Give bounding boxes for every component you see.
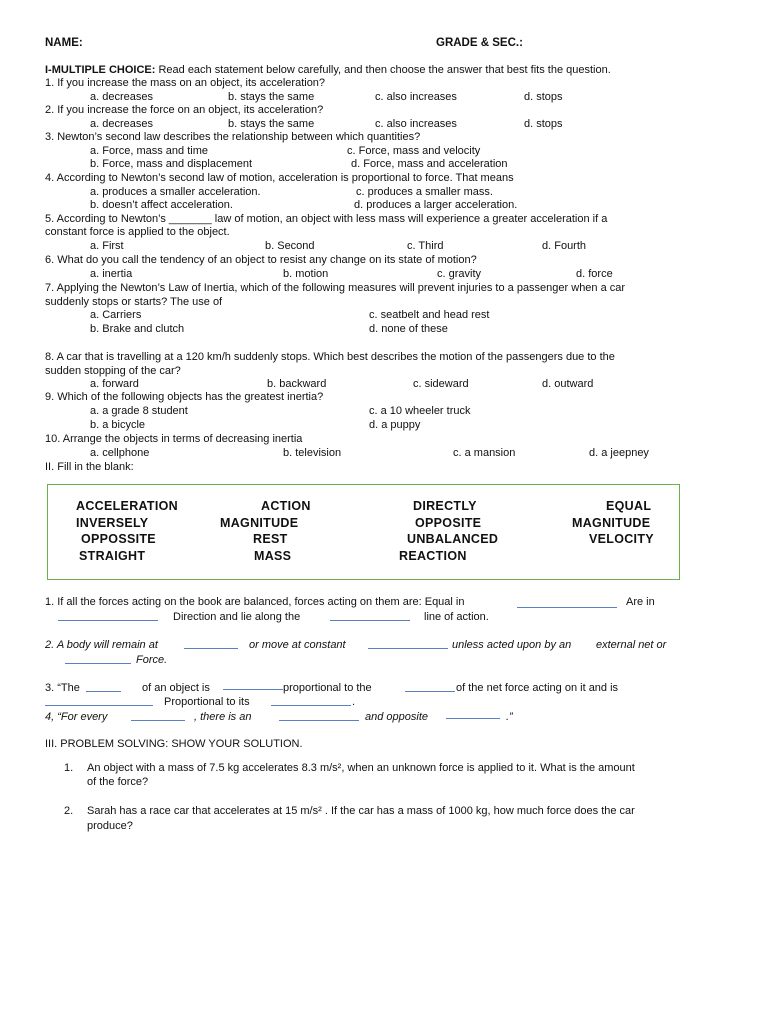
part1-title xyxy=(45,64,611,77)
problem-2-line2: produce? xyxy=(87,820,133,832)
fill-3-blank-3[interactable] xyxy=(405,691,455,692)
fill-2-part-e: Force. xyxy=(136,654,168,666)
word-bank-item: REST xyxy=(253,532,288,546)
fill-4-blank-2[interactable] xyxy=(279,720,359,721)
fill-4-part-d: .” xyxy=(506,711,513,723)
q3-option-b: b. Force, mass and displacement xyxy=(90,158,253,170)
word-bank-item: UNBALANCED xyxy=(407,532,499,546)
q7-option-b: b. Brake and clutch xyxy=(90,323,185,335)
q4-option-b: b. doesn’t affect acceleration. xyxy=(90,199,233,211)
fill-1-part-b: Are in xyxy=(626,596,655,608)
fill-2-blank-3[interactable] xyxy=(65,663,131,664)
fill-1-part-c: Direction and lie along the xyxy=(173,611,301,623)
problem-1-line1: An object with a mass of 7.5 kg accelerates 8.3 m/s², when an unknown force is applied to it. What is the amount xyxy=(87,762,635,774)
part2-title: II. Fill in the blank: xyxy=(45,461,134,473)
part1-title-rest: Read each statement below carefully, and then choose the answer that best fits the question. xyxy=(155,64,611,76)
q3-option-a: a. Force, mass and time xyxy=(90,145,208,157)
q10-option-c: c. a mansion xyxy=(453,447,516,459)
word-bank-item: STRAIGHT xyxy=(79,549,146,563)
fill-2-part-a: 2. A body will remain at xyxy=(45,639,158,651)
problem-2-number: 2. xyxy=(64,805,74,817)
fill-3-part-f: . xyxy=(352,696,356,708)
q1-option-b: b. stays the same xyxy=(228,91,315,103)
q6-option-d: d. force xyxy=(576,268,613,280)
fill-2-part-c: unless acted upon by an xyxy=(452,639,572,651)
question-4: 4. According to Newton’s second law of motion, acceleration is proportional to force. That means xyxy=(45,172,514,184)
fill-1-blank-2[interactable] xyxy=(58,620,158,621)
fill-3-part-c: proportional to the xyxy=(283,682,372,694)
q8-option-c: c. sideward xyxy=(413,378,469,390)
fill-1-blank-1[interactable] xyxy=(517,607,617,608)
question-9: 9. Which of the following objects has the greatest inertia? xyxy=(45,391,324,403)
word-bank-item: INVERSELY xyxy=(76,516,149,530)
question-6: 6. What do you call the tendency of an object to resist any change on its state of motion? xyxy=(45,254,477,266)
fill-4-part-b: , there is an xyxy=(194,711,252,723)
fill-1-blank-3[interactable] xyxy=(330,620,410,621)
fill-4-blank-3[interactable] xyxy=(446,718,500,719)
word-bank-item: DIRECTLY xyxy=(413,499,477,513)
fill-3-part-b: of an object is xyxy=(142,682,210,694)
q5-option-b: b. Second xyxy=(265,240,315,252)
problem-1-number: 1. xyxy=(64,762,74,774)
word-bank-item: ACCELERATION xyxy=(76,499,178,513)
q5-option-d: d. Fourth xyxy=(542,240,587,252)
fill-3-blank-4[interactable] xyxy=(45,705,153,706)
q1-option-a: a. decreases xyxy=(90,91,153,103)
word-bank-item: OPPOSITE xyxy=(415,516,482,530)
q10-option-d: d. a jeepney xyxy=(589,447,649,459)
q10-option-a: a. cellphone xyxy=(90,447,150,459)
question-5-line2: constant force is applied to the object. xyxy=(45,226,230,238)
fill-4-part-a: 4, “For every xyxy=(45,711,108,723)
part3-title: III. PROBLEM SOLVING: SHOW YOUR SOLUTION. xyxy=(45,738,303,750)
q8-option-a: a. forward xyxy=(90,378,139,390)
question-2: 2. If you increase the force on an object, its acceleration? xyxy=(45,104,324,116)
q5-option-c: c. Third xyxy=(407,240,444,252)
q2-option-d: d. stops xyxy=(524,118,563,130)
word-bank-item: MAGNITUDE xyxy=(572,516,651,530)
q8-option-b: b. backward xyxy=(267,378,327,390)
word-bank-item: MASS xyxy=(254,549,292,563)
q4-option-d: d. produces a larger acceleration. xyxy=(354,199,518,211)
question-8-line2: sudden stopping of the car? xyxy=(45,365,181,377)
problem-2-line1: Sarah has a race car that accelerates at 15 m/s² . If the car has a mass of 1000 kg, how much force does the car xyxy=(87,805,635,817)
word-bank-item: MAGNITUDE xyxy=(220,516,299,530)
q6-option-b: b. motion xyxy=(283,268,329,280)
fill-1-part-a: 1. If all the forces acting on the book are balanced, forces acting on them are: Equal in xyxy=(45,596,465,608)
q3-option-c: c. Force, mass and velocity xyxy=(347,145,481,157)
word-bank-item: EQUAL xyxy=(606,499,652,513)
q1-option-d: d. stops xyxy=(524,91,563,103)
q7-option-d: d. none of these xyxy=(369,323,448,335)
q6-option-c: c. gravity xyxy=(437,268,482,280)
question-5-line1: 5. According to Newton’s _______ law of motion, an object with less mass will experience a greater acceleration if a xyxy=(45,213,608,225)
q9-option-a: a. a grade 8 student xyxy=(90,405,188,417)
question-8-line1: 8. A car that is travelling at a 120 km/h suddenly stops. Which best describes the motion of the passengers due to the xyxy=(45,351,615,363)
fill-1-part-d: line of action. xyxy=(424,611,489,623)
fill-3-part-a: 3. “The xyxy=(45,682,80,694)
fill-2-part-d: external net or xyxy=(596,639,667,651)
q4-option-a: a. produces a smaller acceleration. xyxy=(90,186,261,198)
q2-option-a: a. decreases xyxy=(90,118,153,130)
q10-option-b: b. television xyxy=(283,447,342,459)
name-label: NAME: xyxy=(45,37,83,49)
q6-option-a: a. inertia xyxy=(90,268,133,280)
question-7-line2: suddenly stops or starts? The use of xyxy=(45,296,223,308)
q9-option-c: c. a 10 wheeler truck xyxy=(369,405,471,417)
part1-title-bold: I-MULTIPLE CHOICE: xyxy=(45,64,156,76)
word-bank-item: OPPOSSITE xyxy=(81,532,156,546)
question-7-line1: 7. Applying the Newton’s Law of Inertia, which of the following measures will prevent injuries to a passenger when a car xyxy=(45,282,626,294)
word-bank-item: REACTION xyxy=(399,549,467,563)
fill-2-blank-2[interactable] xyxy=(368,648,448,649)
fill-4-part-c: and opposite xyxy=(365,711,428,723)
q2-option-b: b. stays the same xyxy=(228,118,315,130)
grade-section-label: GRADE & SEC.: xyxy=(436,37,523,49)
fill-3-blank-2[interactable] xyxy=(223,689,283,690)
q7-option-c: c. seatbelt and head rest xyxy=(369,309,490,321)
fill-3-blank-1[interactable] xyxy=(86,691,121,692)
q8-option-d: d. outward xyxy=(542,378,594,390)
question-1: 1. If you increase the mass on an object, its acceleration? xyxy=(45,77,326,89)
fill-2-blank-1[interactable] xyxy=(184,648,238,649)
word-bank-box xyxy=(47,484,680,580)
q3-option-d: d. Force, mass and acceleration xyxy=(351,158,508,170)
fill-2-part-b: or move at constant xyxy=(249,639,346,651)
q4-option-c: c. produces a smaller mass. xyxy=(356,186,493,198)
question-3: 3. Newton’s second law describes the relationship between which quantities? xyxy=(45,131,421,143)
q2-option-c: c. also increases xyxy=(375,118,457,130)
problem-1-line2: of the force? xyxy=(87,776,149,788)
fill-4-blank-1[interactable] xyxy=(131,720,185,721)
fill-3-blank-5[interactable] xyxy=(271,705,351,706)
q9-option-b: b. a bicycle xyxy=(90,419,146,431)
word-bank-item: ACTION xyxy=(261,499,311,513)
question-10: 10. Arrange the objects in terms of decreasing inertia xyxy=(45,433,303,445)
q5-option-a: a. First xyxy=(90,240,124,252)
fill-3-part-e: Proportional to its xyxy=(164,696,250,708)
q9-option-d: d. a puppy xyxy=(369,419,421,431)
word-bank-item: VELOCITY xyxy=(589,532,654,546)
fill-3-part-d: of the net force acting on it and is xyxy=(456,682,619,694)
q7-option-a: a. Carriers xyxy=(90,309,142,321)
q1-option-c: c. also increases xyxy=(375,91,457,103)
